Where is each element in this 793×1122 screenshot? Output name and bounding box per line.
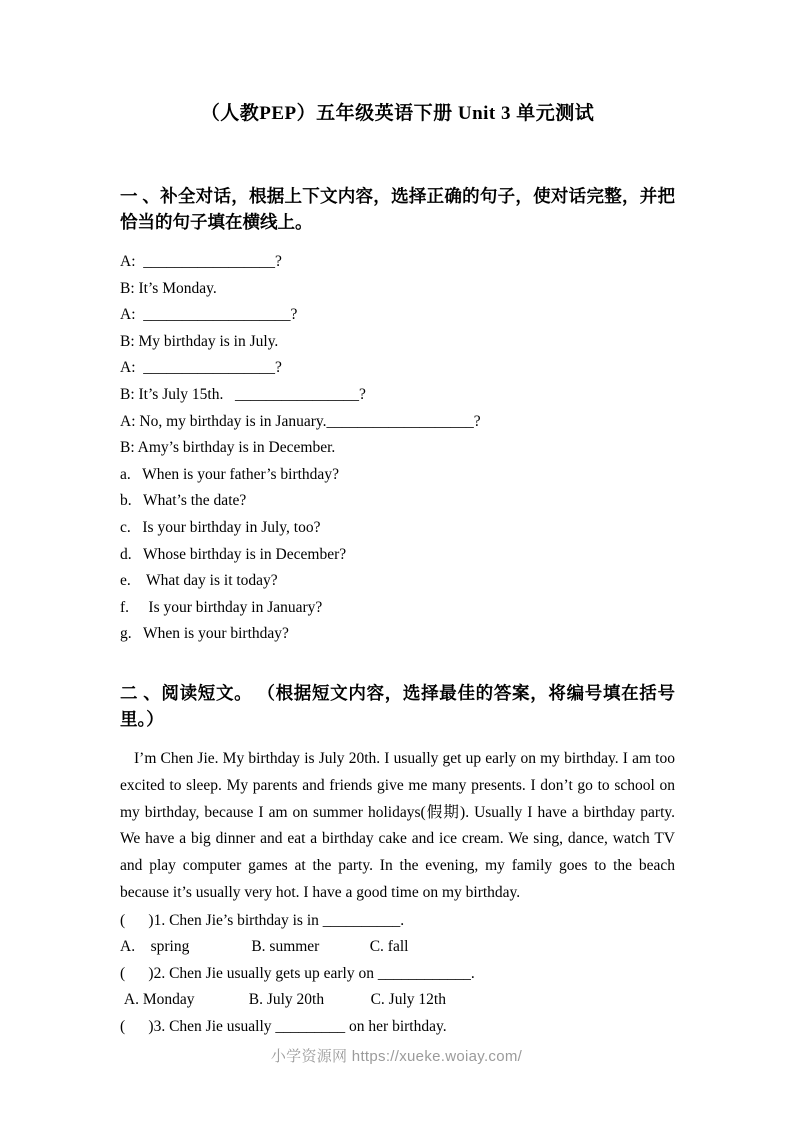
dialog-line: A: _________________?	[120, 253, 282, 270]
dialog-line: B: Amy’s birthday is in December.	[120, 439, 336, 457]
dialog-line: B: It’s Monday.	[120, 279, 217, 297]
section1-heading: 一 、补全对话，根据上下文内容，选择正确的句子，使对话完整，并把恰当的句子填在横线上。	[120, 186, 675, 232]
dialog-line: B: My birthday is in July.	[120, 332, 279, 350]
dialog-line: B: It’s July 15th. ________________?	[120, 385, 366, 403]
section-reading-comprehension	[120, 680, 675, 1041]
section-dialogue-completion	[120, 183, 675, 648]
section2-heading: 二 、阅读短文。 （根据短文内容，选择最佳的答案，将编号填在括号里。）	[120, 682, 675, 729]
dialog-block	[120, 249, 675, 462]
option-item: f. Is your birthday in January?	[120, 598, 323, 616]
option-item: c. Is your birthday in July, too?	[120, 518, 321, 536]
page-footer: 小学资源网 https://xueke.woiay.com/	[270, 1048, 523, 1065]
question-line: ( )3. Chen Jie usually _________ on her birthday.	[120, 1018, 447, 1036]
option-item: b. What’s the date?	[120, 492, 247, 510]
option-item: g. When is your birthday?	[120, 625, 289, 643]
dialog-line: A: _________________?	[120, 359, 282, 377]
question-choices: A. spring B. summer C. fall	[120, 938, 409, 956]
option-item: e. What day is it today?	[120, 572, 278, 590]
question-line: ( )1. Chen Jie’s birthday is in __________.	[120, 911, 405, 929]
answer-options-block	[120, 462, 675, 648]
dialog-line: A: ___________________?	[120, 306, 298, 324]
dialog-line: A: No, my birthday is in January.___________________?	[120, 412, 481, 430]
page-title: （人教PEP）五年级英语下册 Unit 3 单元测试	[200, 103, 595, 124]
reading-passage: I’m Chen Jie. My birthday is July 20th. I usually get up early on my birthday. I am too excited to sleep. My parents and friends give me many presents. I don’t go to school on my birthday, because I am on summer holidays(假期). Usually I have a birthday party. We have a big dinner and eat a birthday cake and ice cream. We sing, dance, watch TV and play computer games at the party. In the evening, my family goes to the beach because it’s usually very hot. I have a good time on my birthday.	[120, 749, 675, 901]
option-item: d. Whose birthday is in December?	[120, 545, 347, 563]
question-line: ( )2. Chen Jie usually gets up early on ____________.	[120, 964, 475, 982]
question-choices: A. Monday B. July 20th C. July 12th	[120, 991, 446, 1009]
questions-block	[120, 908, 675, 1041]
option-item: a. When is your father’s birthday?	[120, 465, 339, 483]
